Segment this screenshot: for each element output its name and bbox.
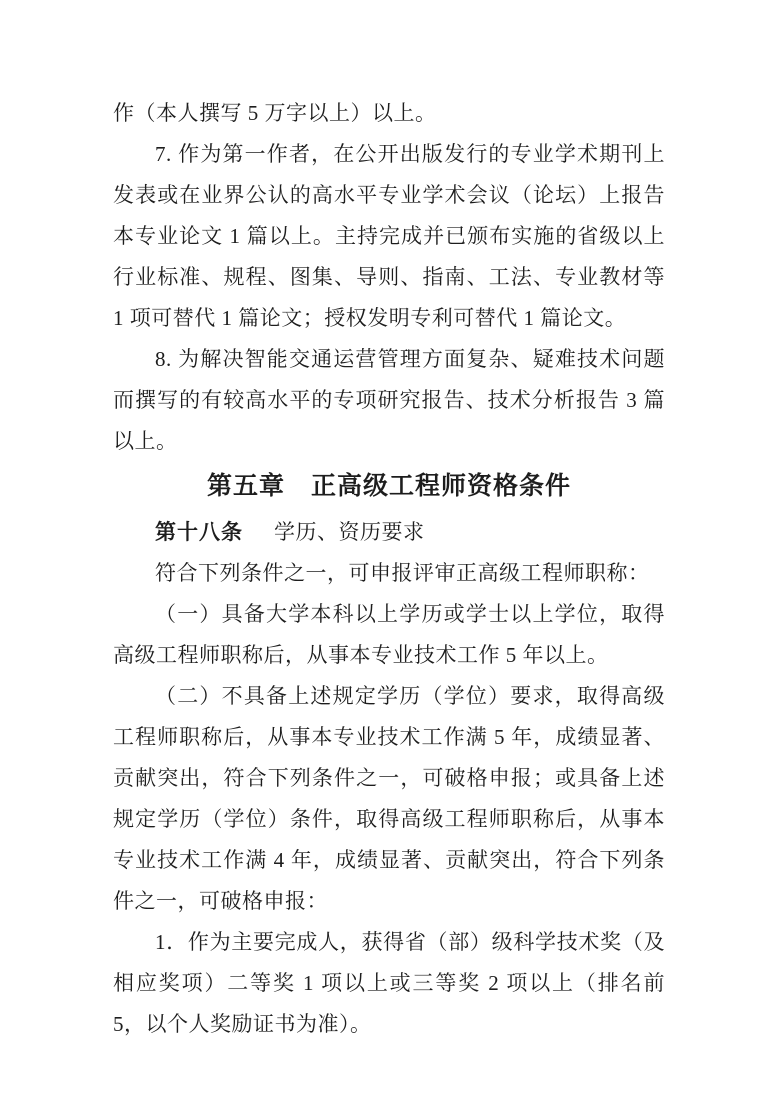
chapter-heading: 第五章 正高级工程师资格条件	[206, 473, 571, 500]
paragraph-continuation: 作（本人撰写 5 万字以上）以上。	[113, 101, 437, 125]
paragraph-item-8: 8. 为解决智能交通运营管理方面复杂、疑难技术问题而撰写的有较高水平的专项研究报告、技术分析报告 3 篇以上。	[113, 347, 665, 453]
paragraph-condition-2: （二）不具备上述规定学历（学位）要求，取得高级工程师职称后，从事本专业技术工作满 5 年，成绩显著、贡献突出，符合下列条件之一，可破格申报；或具备上述规定学历（学位）条件，取得高级工程师职称后，从事本专业技术工作满 4 年，成绩显著、贡献突出，符合下列条件之一，可破格申报：	[113, 684, 665, 913]
paragraph-condition-1: （一）具备大学本科以上学历或学士以上学位，取得高级工程师职称后，从事本专业技术工作 5 年以上。	[113, 602, 665, 667]
paragraph-intro: 符合下列条件之一，可申报评审正高级工程师职称：	[155, 561, 650, 585]
article-number: 第十八条	[155, 520, 243, 544]
article-title: 学历、资历要求	[274, 520, 425, 544]
paragraph-item-7: 7. 作为第一作者，在公开出版发行的专业学术期刊上发表或在业界公认的高水平专业学术会议（论坛）上报告本专业论文 1 篇以上。主持完成并已颁布实施的省级以上行业标准、规程、图集、导则、指南、工法、专业教材等 1 项可替代 1 篇论文；授权发明专利可替代 1 篇论文。	[113, 142, 665, 330]
article-line	[113, 512, 665, 553]
paragraph-exception-1: 1．作为主要完成人，获得省（部）级科学技术奖（及相应奖项）二等奖 1 项以上或三等奖 2 项以上（排名前 5，以个人奖励证书为准）。	[113, 930, 665, 1036]
